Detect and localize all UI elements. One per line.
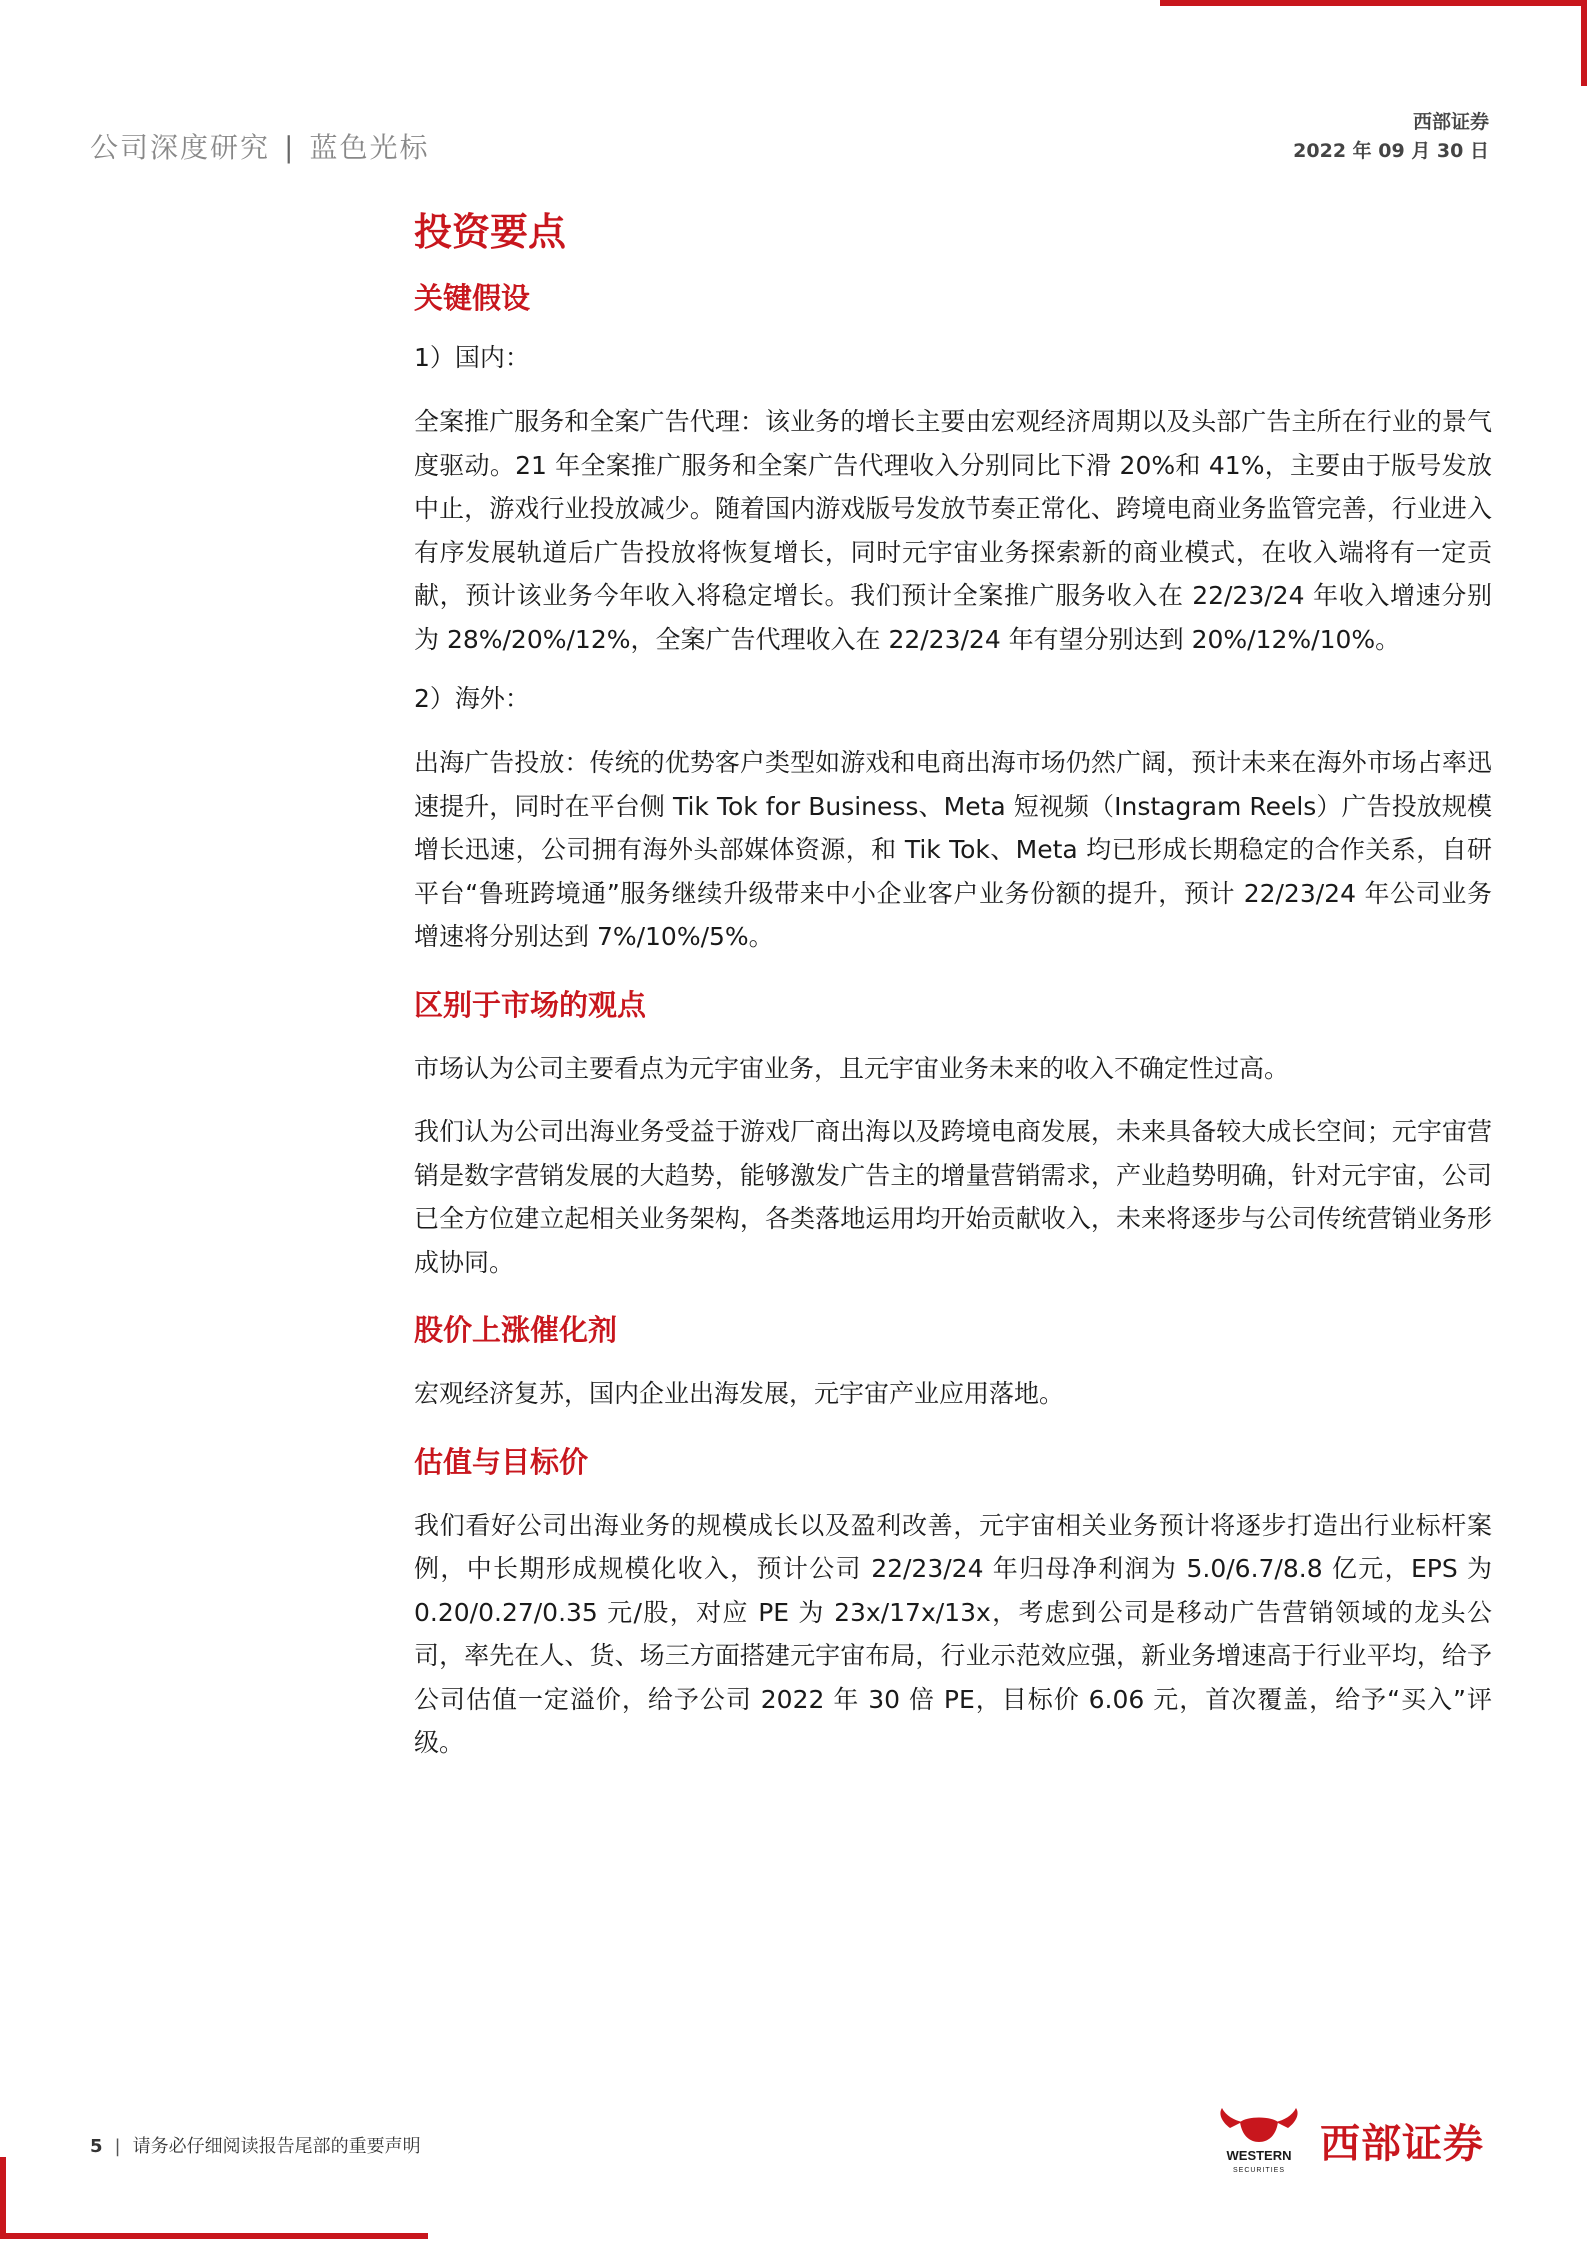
valuation-paragraph: 我们看好公司出海业务的规模成长以及盈利改善，元宇宙相关业务预计将逐步打造出行业标杆案例，中长期形成规模化收入，预计公司 22/23/24 年归母净利润为 5.0/6.7/8.8 亿元，EPS 为 0.20/0.27/0.35 元/股，对应 PE 为 23x/17x/13x，考虑到公司是移动广告营销领域的龙头公司，率先在人、货、场三方面搭建元宇宙布局，行业示范效应强，新业务增速高于行业平均，给予公司估值一定溢价，给予公司 2022 年 30 倍 PE，目标价 6.06 元，首次覆盖，给予“买入”评级。 — [414, 1510, 1492, 1757]
corner-decoration-top-right-horizontal — [1160, 0, 1587, 6]
header-separator: | — [284, 131, 296, 164]
domestic-paragraph: 全案推广服务和全案广告代理：该业务的增长主要由宏观经济周期以及头部广告主所在行业的景气度驱动。21 年全案推广服务和全案广告代理收入分别同比下滑 20%和 41%，主要由于版号发放中止，游戏行业投放减少。随着国内游戏版号发放节奏正常化、跨境电商业务监管完善，行业进入有序发展轨道后广告投放将恢复增长，同时元宇宙业务探索新的商业模式，在收入端将有一定贡献，预计该业务今年收入将稳定增长。我们预计全案推广服务收入在 22/23/24 年收入增速分别为 28%/20%/12%，全案广告代理收入在 22/23/24 年有望分别达到 20%/12%/10%。 — [414, 407, 1492, 654]
market-view-paragraph-1: 市场认为公司主要看点为元宇宙业务，且元宇宙业务未来的收入不确定性过高。 — [414, 1053, 1290, 1083]
header-meta — [1293, 108, 1489, 166]
page-title: 投资要点 — [414, 209, 567, 254]
market-view-paragraph-2: 我们认为公司出海业务受益于游戏厂商出海以及跨境电商发展，未来具备较大成长空间；元宇宙营销是数字营销发展的大趋势，能够激发广告主的增量营销需求，产业趋势明确，针对元宇宙，公司已全方位建立起相关业务架构，各类落地运用均开始贡献收入，未来将逐步与公司传统营销业务形成协同。 — [414, 1117, 1492, 1277]
company-logo — [1212, 2098, 1502, 2178]
report-series-label: 蓝色光标 — [309, 131, 430, 164]
corner-decoration-bottom-left-vertical — [0, 2157, 6, 2239]
section-heading-catalyst: 股价上涨催化剂 — [414, 1313, 618, 1347]
report-category — [90, 126, 429, 166]
report-section-label: 公司深度研究 — [90, 131, 271, 164]
section-heading-valuation: 估值与目标价 — [414, 1444, 589, 1479]
firm-name: 西部证券 — [1412, 111, 1489, 133]
logo-en-top: WESTERN — [1226, 2148, 1292, 2163]
report-date: 2022 年 09 月 30 日 — [1293, 140, 1489, 162]
catalyst-paragraph: 宏观经济复苏，国内企业出海发展，元宇宙产业应用落地。 — [414, 1379, 1065, 1408]
footer — [90, 2132, 421, 2158]
corner-decoration-top-right-vertical — [1581, 0, 1587, 86]
footer-separator: | — [114, 2136, 121, 2157]
domestic-label: 1）国内： — [414, 343, 530, 372]
page-number: 5 — [90, 2136, 103, 2157]
bull-logo-icon — [1212, 2098, 1306, 2178]
overseas-paragraph: 出海广告投放：传统的优势客户类型如游戏和电商出海市场仍然广阔，预计未来在海外市场占率迅速提升，同时在平台侧 Tik Tok for Business、Meta 短视频（Instagram Reels）广告投放规模增长迅速，公司拥有海外头部媒体资源，和 Tik Tok、Meta 均已形成长期稳定的合作关系，自研平台“鲁班跨境通”服务继续升级带来中小企业客户业务份额的提升，预计 22/23/24 年公司业务增速将分别达到 7%/10%/5%。 — [414, 748, 1492, 951]
logo-wordmark: 西部证券 — [1320, 2121, 1484, 2167]
section-heading-key-assumptions: 关键假设 — [414, 281, 531, 315]
logo-en-bottom: SECURITIES — [1232, 2167, 1286, 2174]
corner-decoration-bottom-left-horizontal — [0, 2233, 428, 2239]
main-content — [414, 208, 1492, 1785]
footer-disclaimer: 请务必仔细阅读报告尾部的重要声明 — [132, 2136, 421, 2157]
overseas-label: 2）海外： — [414, 684, 530, 713]
section-heading-market-view: 区别于市场的观点 — [414, 987, 647, 1022]
